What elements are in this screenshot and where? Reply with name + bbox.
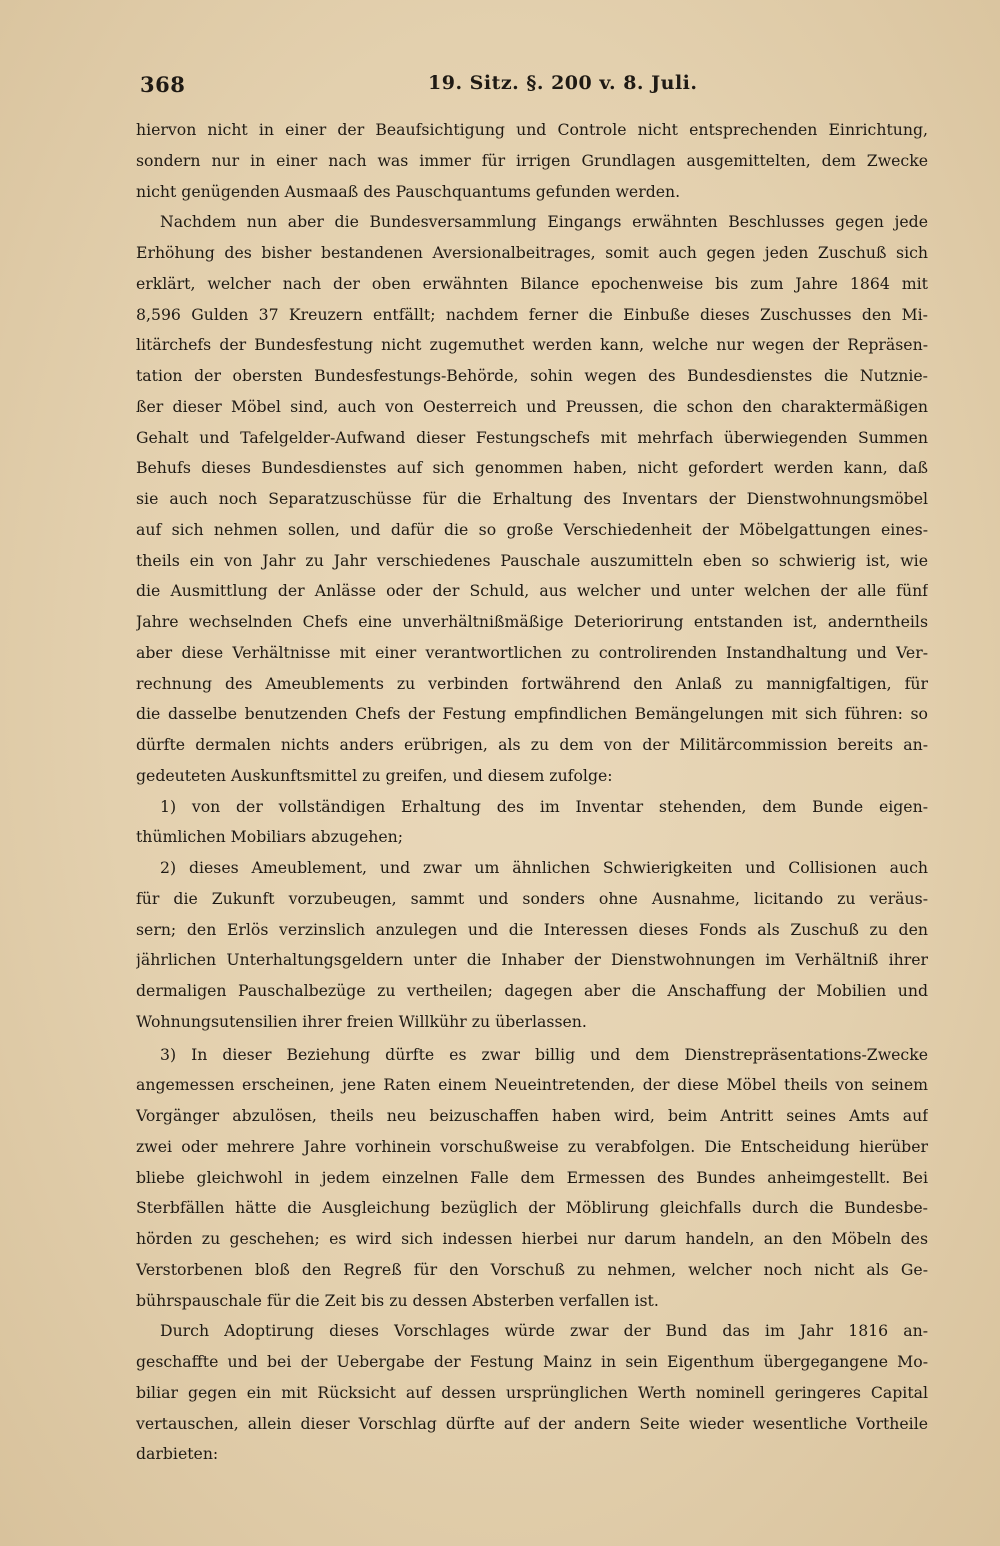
text-line: nicht genügenden Ausmaaß des Pauschquantums gefunden werden. <box>136 181 681 201</box>
text-line: Nachdem nun aber die Bundesversammlung Eingangs erwähnten Beschlusses gegen jede <box>160 212 928 232</box>
text-line: dürfte dermalen nichts anders erübrigen, als zu dem von der Militärcommission bereits an- <box>136 735 928 754</box>
text-line: hiervon nicht in einer der Beaufsichtigung und Controle nicht entsprechenden Einrichtung, <box>136 120 928 139</box>
body-text <box>136 115 928 1470</box>
text-line: bührspauschale für die Zeit bis zu dessen Absterben verfallen ist. <box>136 1290 659 1310</box>
text-line: biliar gegen ein mit Rücksicht auf dessen ursprünglichen Werth nominell geringeres Capital <box>136 1382 928 1402</box>
text-line: die dasselbe benutzenden Chefs der Festung empfindlichen Bemängelungen mit sich führen: so <box>136 704 928 724</box>
text-line: darbieten: <box>136 1444 219 1464</box>
text-line: angemessen erscheinen, jene Raten einem Neueintretenden, der diese Möbel theils von seinem <box>136 1075 928 1095</box>
text-line: aber diese Verhältnisse mit einer verantwortlichen zu controlirenden Instandhaltung und Ver- <box>136 642 928 662</box>
text-line: die Ausmittlung der Anlässe oder der Schuld, aus welcher und unter welchen der alle fünf <box>136 581 928 601</box>
text-line: litärchefs der Bundesfestung nicht zugemuthet werden kann, welche nur wegen der Repräsen- <box>136 335 928 355</box>
text-line: Verstorbenen bloß den Regreß für den Vorschuß zu nehmen, welcher noch nicht als Ge- <box>136 1259 928 1279</box>
text-line: hörden zu geschehen; es wird sich indessen hierbei nur darum handeln, an den Möbeln des <box>136 1229 928 1248</box>
text-line: zwei oder mehrere Jahre vorhinein vorschußweise zu verabfolgen. Die Entscheidung hierüber <box>136 1136 928 1156</box>
ink-mark <box>308 1494 314 1516</box>
text-line: sern; den Erlös verzinslich anzulegen und die Interessen dieses Fonds als Zuschuß zu den <box>136 919 928 939</box>
text-line: 1) von der vollständigen Erhaltung des im Inventar stehenden, dem Bunde eigen- <box>160 796 928 816</box>
text-line: Jahre wechselnden Chefs eine unverhältnißmäßige Deteriorirung entstanden ist, anderntheils <box>136 612 928 631</box>
text-line: erklärt, welcher nach der oben erwähnten Bilance epochenweise bis zum Jahre 1864 mit <box>136 273 928 293</box>
text-line: bliebe gleichwohl in jedem einzelnen Falle dem Ermessen des Bundes anheimgestellt. Bei <box>136 1167 928 1187</box>
text-line: Gehalt und Tafelgelder-Aufwand dieser Festungschefs mit mehrfach überwiegenden Summen <box>136 427 928 447</box>
text-line: jährlichen Unterhaltungsgeldern unter die Inhaber der Dienstwohnungen im Verhältniß ihrer <box>136 950 928 970</box>
page-number: 368 <box>140 72 186 97</box>
text-line: Vorgänger abzulösen, theils neu beizuschaffen haben wird, beim Antritt seines Amts auf <box>136 1106 928 1125</box>
text-line: Durch Adoptirung dieses Vorschlages würde zwar der Bund das im Jahr 1816 an- <box>160 1321 928 1341</box>
text-line: tation der obersten Bundesfestungs-Behörde, sohin wegen des Bundesdienstes die Nutznie- <box>136 366 928 385</box>
running-head: 19. Sitz. §. 200 v. 8. Juli. <box>428 72 698 94</box>
page-header <box>140 72 930 108</box>
text-line: theils ein von Jahr zu Jahr verschiedenes Pauschale auszumitteln eben so schwierig ist, wie <box>136 550 928 570</box>
text-line: sie auch noch Separatzuschüsse für die Erhaltung des Inventars der Dienstwohnungsmöbel <box>136 489 928 508</box>
text-line: dermaligen Pauschalbezüge zu vertheilen; dagegen aber die Anschaffung der Mobilien und <box>136 981 928 1000</box>
text-line: gedeuteten Auskunftsmittel zu greifen, und diesem zufolge: <box>136 765 613 785</box>
text-line: geschaffte und bei der Uebergabe der Festung Mainz in sein Eigenthum übergegangene Mo- <box>136 1352 928 1371</box>
text-line: Behufs dieses Bundesdienstes auf sich genommen haben, nicht gefordert werden kann, daß <box>136 458 928 478</box>
text-line: für die Zukunft vorzubeugen, sammt und sonders ohne Ausnahme, licitando zu veräus- <box>136 888 928 908</box>
text-line: 3) In dieser Beziehung dürfte es zwar billig und dem Dienstrepräsentations-Zwecke <box>160 1044 928 1064</box>
text-line: auf sich nehmen sollen, und dafür die so große Verschiedenheit der Möbelgattungen eines- <box>136 519 928 539</box>
text-line: 8,596 Gulden 37 Kreuzern entfällt; nachdem ferner die Einbuße dieses Zuschusses den Mi- <box>136 304 928 324</box>
text-line: Sterbfällen hätte die Ausgleichung bezüglich der Möblirung gleichfalls durch die Bundesbe- <box>136 1198 928 1218</box>
text-line: 2) dieses Ameublement, und zwar um ähnlichen Schwierigkeiten und Collisionen auch <box>160 858 928 877</box>
text-line: thümlichen Mobiliars abzugehen; <box>136 827 404 847</box>
text-line: Wohnungsutensilien ihrer freien Willkühr zu überlassen. <box>136 1011 587 1031</box>
text-line: Erhöhung des bisher bestandenen Aversionalbeitrages, somit auch gegen jeden Zuschuß sich <box>136 243 928 262</box>
text-line: vertauschen, allein dieser Vorschlag dürfte auf der andern Seite wieder wesentliche Vortheile <box>136 1413 928 1433</box>
text-line: rechnung des Ameublements zu verbinden fortwährend den Anlaß zu mannigfaltigen, für <box>136 673 928 693</box>
text-line: sondern nur in einer nach was immer für irrigen Grundlagen ausgemittelten, dem Zwecke <box>136 150 928 170</box>
text-line: ßer dieser Möbel sind, auch von Oesterreich und Preussen, die schon den charaktermäßigen <box>136 396 928 416</box>
